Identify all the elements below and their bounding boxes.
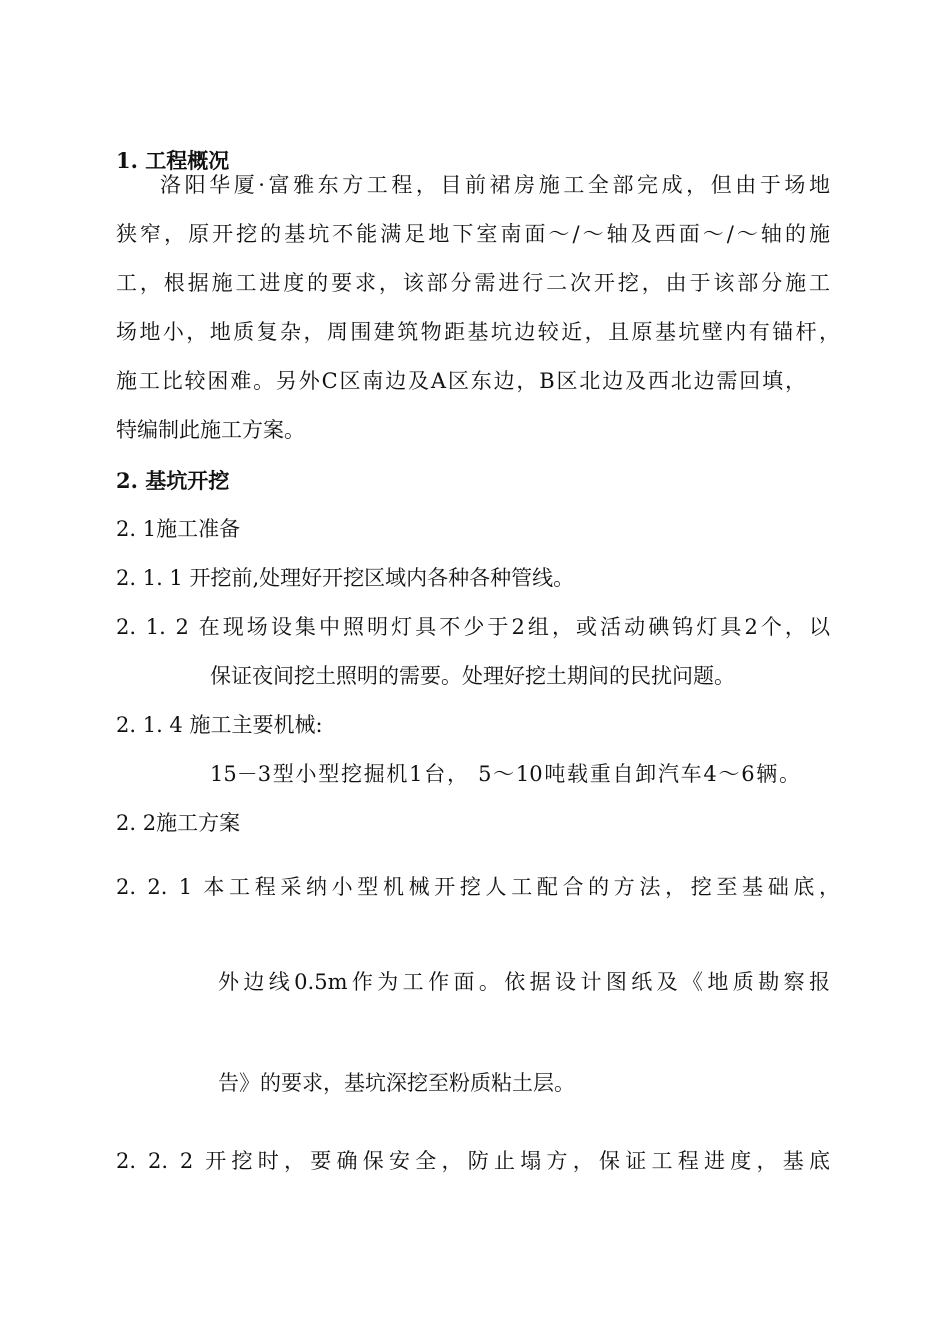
item-2-2-1-line-1: 2. 2. 1 本工程采纳小型机械开挖人工配合的方法，挖至基础底，	[116, 875, 840, 899]
item-2-1-1: 2. 1. 1 开挖前,处理好开挖区域内各种各种管线。	[116, 566, 575, 590]
section-1-line-4: 场地小，地质复杂，周围建筑物距基坑边较近，且原基坑壁内有锚杆，	[116, 320, 840, 344]
subsection-2-2-title: 2. 2施工方案	[116, 811, 241, 835]
item-2-1-4-line-2: 15－3型小型挖掘机1台， 5～10吨载重自卸汽车4～6辆。	[210, 762, 800, 786]
item-2-1-4-line-1: 2. 1. 4 施工主要机械:	[116, 713, 323, 737]
section-1-line-5: 施工比较困难。另外C区南边及A区东边，B区北边及西北边需回填，	[116, 369, 806, 393]
section-1-line-2: 狭窄，原开挖的基坑不能满足地下室南面～/～轴及西面～/～轴的施	[116, 222, 830, 246]
section-1-line-6: 特编制此施工方案。	[116, 418, 305, 442]
subsection-2-1-title: 2. 1施工准备	[116, 517, 241, 541]
item-2-1-2-line-2: 保证夜间挖土照明的需要。处理好挖土期间的民扰问题。	[210, 664, 735, 688]
section-2-heading: 2. 基坑开挖	[116, 468, 230, 493]
section-1-line-3: 工，根据施工进度的要求，该部分需进行二次开挖，由于该部分施工	[116, 271, 830, 295]
section-1-heading: 1. 工程概况	[116, 148, 230, 173]
item-2-2-2-line-1: 2. 2. 2 开挖时，要确保安全，防止塌方，保证工程进度，基底	[116, 1149, 830, 1173]
section-1-line-1: 洛阳华厦·富雅东方工程，目前裙房施工全部完成，但由于场地	[160, 173, 830, 197]
item-2-2-1-line-2: 外边线0.5m作为工作面。依据设计图纸及《地质勘察报	[218, 970, 830, 994]
item-2-1-2-line-1: 2. 1. 2 在现场设集中照明灯具不少于2组，或活动碘钨灯具2个，以	[116, 615, 830, 639]
item-2-2-1-line-3: 告》的要求，基坑深挖至粉质粘土层。	[218, 1071, 575, 1095]
